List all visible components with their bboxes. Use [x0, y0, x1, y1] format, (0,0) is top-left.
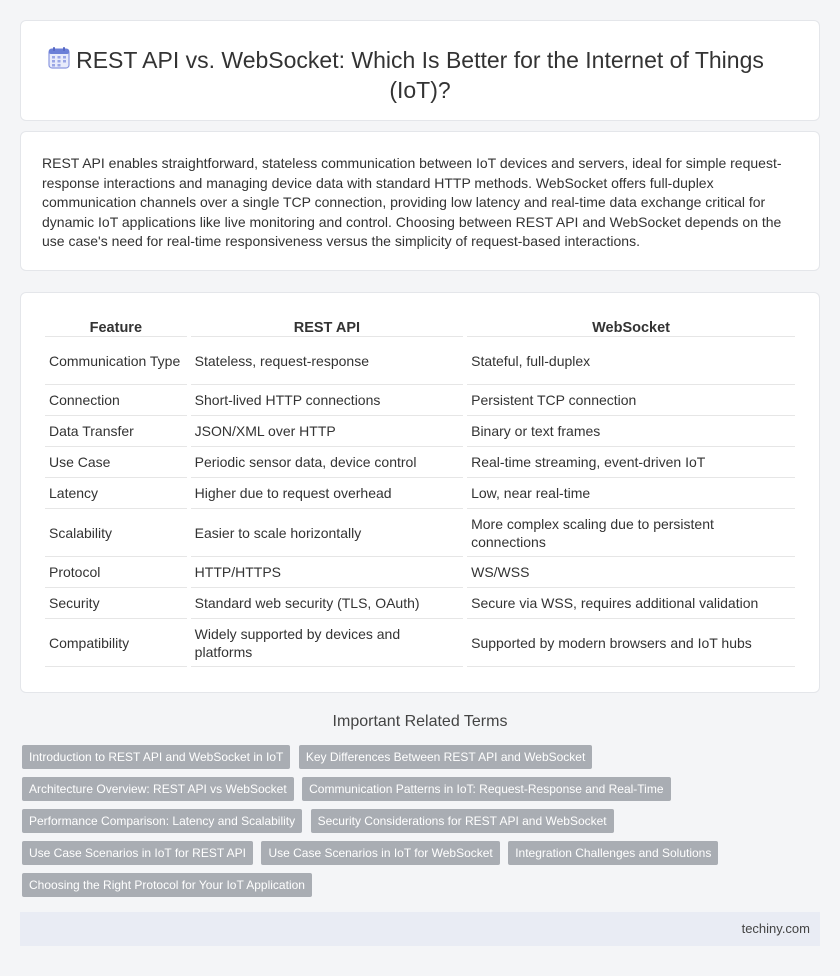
rest-cell: Stateless, request-response [191, 337, 463, 385]
websocket-cell: Supported by modern browsers and IoT hubs [467, 619, 795, 667]
websocket-cell: Secure via WSS, requires additional validation [467, 588, 795, 619]
related-terms-list [22, 745, 742, 905]
rest-cell: Standard web security (TLS, OAuth) [191, 588, 463, 619]
related-term-tag[interactable]: Performance Comparison: Latency and Scalability [22, 809, 302, 833]
feature-cell: Compatibility [45, 619, 187, 667]
websocket-cell: More complex scaling due to persistent connections [467, 509, 795, 557]
summary-text: REST API enables straightforward, stateless communication between IoT devices and servers, ideal for simple request-response interactions and managing device data with standard HTTP methods. WebSocket offers full-duplex communication channels over a single TCP connection, providing low latency and real-time data exchange critical for dynamic IoT applications like live monitoring and control. Choosing between REST API and WebSocket depends on the use case's need for real-time responsiveness versus the simplicity of request-based interactions. [42, 155, 782, 249]
table-row [45, 588, 795, 619]
table-row [45, 478, 795, 509]
table-row [45, 447, 795, 478]
related-term-tag[interactable]: Choosing the Right Protocol for Your IoT Application [22, 873, 312, 897]
feature-cell: Communication Type [45, 337, 187, 385]
feature-cell: Connection [45, 385, 187, 416]
related-term-tag[interactable]: Key Differences Between REST API and WebSocket [299, 745, 593, 769]
feature-cell: Security [45, 588, 187, 619]
websocket-cell: Stateful, full-duplex [467, 337, 795, 385]
related-terms-heading: Important Related Terms [332, 713, 508, 730]
related-term-tag[interactable]: Architecture Overview: REST API vs WebSocket [22, 777, 294, 801]
table-row [45, 416, 795, 447]
feature-cell: Latency [45, 478, 187, 509]
rest-cell: Easier to scale horizontally [191, 509, 463, 557]
rest-cell: Higher due to request overhead [191, 478, 463, 509]
related-term-tag[interactable]: Communication Patterns in IoT: Request-Response and Real-Time [302, 777, 670, 801]
related-term-tag[interactable]: Integration Challenges and Solutions [508, 841, 718, 865]
footer [20, 912, 820, 946]
footer-site-link[interactable]: techiny.com [741, 921, 810, 936]
websocket-cell: Binary or text frames [467, 416, 795, 447]
table-row [45, 337, 795, 385]
feature-cell: Use Case [45, 447, 187, 478]
websocket-cell: WS/WSS [467, 557, 795, 588]
related-term-tag[interactable]: Introduction to REST API and WebSocket in IoT [22, 745, 290, 769]
table-header-row [45, 315, 795, 337]
rest-cell: Short-lived HTTP connections [191, 385, 463, 416]
related-term-tag[interactable]: Use Case Scenarios in IoT for REST API [22, 841, 253, 865]
table-row [45, 509, 795, 557]
rest-cell: JSON/XML over HTTP [191, 416, 463, 447]
websocket-cell: Persistent TCP connection [467, 385, 795, 416]
feature-cell: Protocol [45, 557, 187, 588]
table-row [45, 619, 795, 667]
table-row [45, 385, 795, 416]
header-feature: Feature [45, 315, 187, 337]
rest-cell: HTTP/HTTPS [191, 557, 463, 588]
header-websocket: WebSocket [467, 315, 795, 337]
title-card [20, 20, 820, 121]
rest-cell: Periodic sensor data, device control [191, 447, 463, 478]
page-title: REST API vs. WebSocket: Which Is Better for the Internet of Things (IoT)? [76, 47, 764, 103]
header-rest-api: REST API [191, 315, 463, 337]
related-term-tag[interactable]: Use Case Scenarios in IoT for WebSocket [261, 841, 499, 865]
table-row [45, 557, 795, 588]
websocket-cell: Low, near real-time [467, 478, 795, 509]
feature-cell: Scalability [45, 509, 187, 557]
websocket-cell: Real-time streaming, event-driven IoT [467, 447, 795, 478]
rest-cell: Widely supported by devices and platforms [191, 619, 463, 667]
comparison-card [20, 292, 820, 693]
related-term-tag[interactable]: Security Considerations for REST API and WebSocket [311, 809, 614, 833]
summary-card [20, 131, 820, 271]
feature-cell: Data Transfer [45, 416, 187, 447]
comparison-table [41, 315, 799, 667]
